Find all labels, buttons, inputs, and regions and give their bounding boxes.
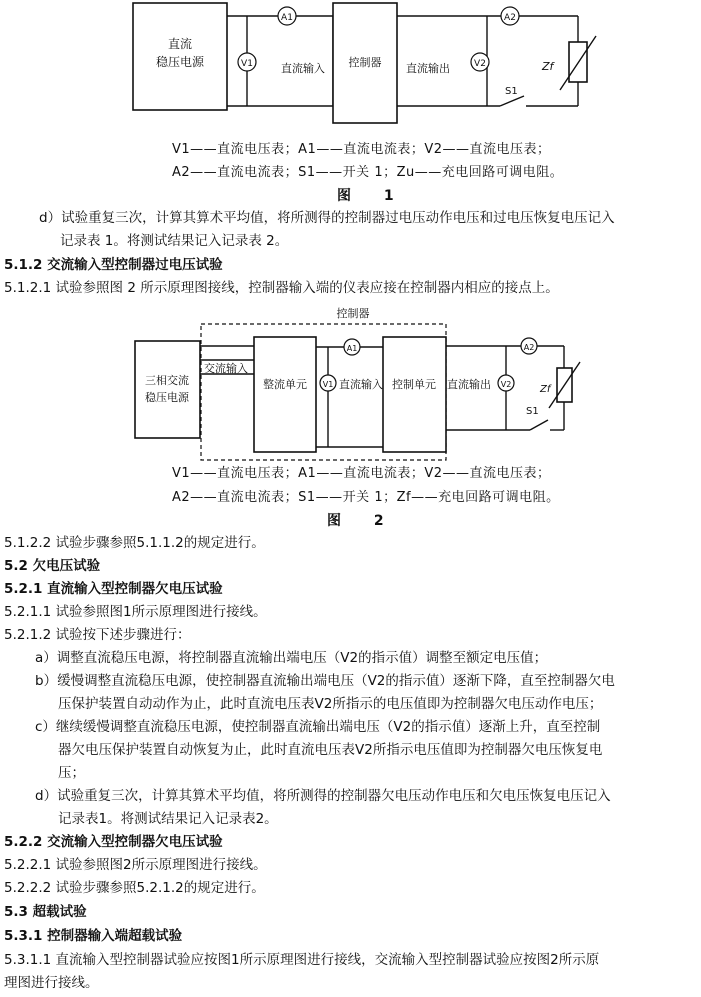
fig1-a2-label: A2 [504,13,516,23]
fig2-rectifier-label: 整流单元 [263,378,307,391]
heading-5-1-2: 5.1.2 交流输入型控制器过电压试验 [4,257,223,273]
fig1-legend-line-2: A2——直流电流表；S1——开关 1；Zu——充电回路可调电阻。 [172,165,564,180]
fig1-v1-label: V1 [241,59,253,69]
para-5-1-2-2: 5.1.2.2 试验步骤参照5.1.1.2的规定进行。 [4,535,265,551]
fig2-caption: 图 2 [327,513,398,529]
figure-2-circuit-diagram [0,300,701,462]
step-c-line-1: c）继续缓慢调整直流稳压电源，使控制器直流输出端电压（V2的指示值）逐渐上升，直至控制 [35,719,601,735]
fig2-dc-out-label: 直流输出 [447,378,491,391]
fig2-controller-title: 控制器 [336,307,370,320]
fig2-legend-line-2: A2——直流电流表；S1——开关 1；Zf——充电回路可调电阻。 [172,490,560,505]
fig2-a1-label: A1 [346,344,358,353]
fig2-source-label-2: 稳压电源 [145,391,189,404]
fig2-control-unit-label: 控制单元 [392,378,436,391]
fig2-legend-line-1: V1——直流电压表；A1——直流电流表；V2——直流电压表； [172,466,551,481]
fig1-step-d-line-1: d）试验重复三次，计算其算术平均值，将所测得的控制器过电压动作电压和过电压恢复电压记入 [39,210,615,226]
para-5-3-1-1-line-2: 理图进行接线。 [4,975,99,991]
step-c-line-2: 器欠电压保护装置自动恢复为止，此时直流电压表V2所指示电压值即为控制器欠电压恢复电 [58,742,603,758]
fig2-control-unit-box [383,337,446,452]
fig1-source-label-1: 直流 [167,37,193,51]
fig2-ac-in-label: 交流输入 [204,362,248,375]
heading-5-3: 5.3 超载试验 [4,904,87,920]
fig2-rectifier-box [254,337,316,452]
step-a: a）调整直流稳压电源，将控制器直流输出端电压（V2的指示值）调整至额定电压值； [35,650,548,666]
fig1-s1-label: S1 [505,86,518,97]
fig1-v2-label: V2 [474,59,486,69]
para-5-2-1-2: 5.2.1.2 试验按下述步骤进行： [4,627,191,643]
para-5-2-2-2: 5.2.2.2 试验步骤参照5.2.1.2的规定进行。 [4,880,265,896]
fig2-zf-label: Zf [540,384,551,395]
fig2-v1-label: V1 [322,380,334,389]
heading-5-3-1: 5.3.1 控制器输入端超载试验 [4,928,183,944]
fig1-legend-line-1: V1——直流电压表；A1——直流电流表；V2——直流电压表； [172,142,551,157]
fig1-controller-label: 控制器 [348,56,382,69]
fig1-dc-out-label: 直流输出 [406,62,450,75]
fig1-source-label-2: 稳压电源 [155,55,205,69]
para-5-2-1-1: 5.2.1.1 试验参照图1所示原理图进行接线。 [4,604,267,620]
fig2-source-label-1: 三相交流 [145,374,189,387]
fig2-a2-label: A2 [523,343,535,352]
fig1-caption: 图 1 [337,188,408,204]
fig1-a1-label: A1 [281,13,293,23]
para-5-1-2-1: 5.1.2.1 试验参照图 2 所示原理图接线，控制器输入端的仪表应接在控制器内相应的接点上。 [4,280,559,296]
heading-5-2-2: 5.2.2 交流输入型控制器欠电压试验 [4,834,223,850]
step-b-line-2: 压保护装置自动动作为止，此时直流电压表V2所指示的电压值即为控制器欠电压动作电压； [58,696,603,712]
fig1-zf-label: Zf [542,60,554,73]
fig2-ac-source-box [135,341,200,438]
para-5-2-2-1: 5.2.2.1 试验参照图2所示原理图进行接线。 [4,857,267,873]
heading-5-2: 5.2 欠电压试验 [4,558,101,574]
step-c-line-3: 压； [58,765,85,781]
para-5-3-1-1-line-1: 5.3.1.1 直流输入型控制器试验应按图1所示原理图进行接线，交流输入型控制器试验应按图2所示原 [4,952,600,968]
fig2-dc-in-label: 直流输入 [339,378,383,391]
step-b-line-1: b）缓慢调整直流稳压电源，使控制器直流输出端电压（V2的指示值）逐渐下降，直至控制器欠电 [35,673,615,689]
fig2-v2-label: V2 [500,380,512,389]
step-d-line-2: 记录表1。将测试结果记入记录表2。 [58,811,278,827]
fig2-s1-label: S1 [526,406,539,417]
fig1-step-d-line-2: 记录表 1。将测试结果记入记录表 2。 [60,233,289,249]
step-d-line-1: d）试验重复三次，计算其算术平均值，将所测得的控制器欠电压动作电压和欠电压恢复电压记入 [35,788,611,804]
figure-1-circuit-diagram [0,0,701,140]
heading-5-2-1: 5.2.1 直流输入型控制器欠电压试验 [4,581,223,597]
fig1-dc-in-label: 直流输入 [281,62,325,75]
